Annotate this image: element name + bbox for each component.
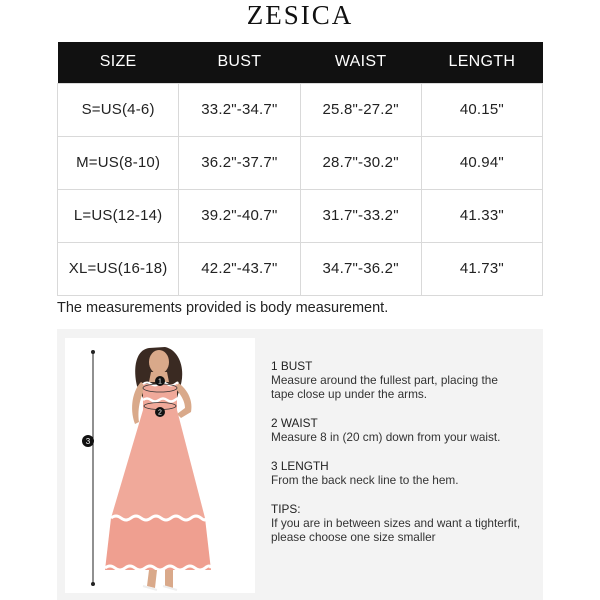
tips-title: TIPS:	[271, 502, 301, 516]
marker-2	[155, 407, 165, 417]
bust-instruction	[271, 359, 521, 401]
length-text: From the back neck line to the hem.	[271, 473, 459, 487]
tips-instruction	[271, 502, 521, 544]
bust-title: 1 BUST	[271, 359, 313, 373]
tips-text: If you are in between sizes and want a tighterfit, please choose one size smaller	[271, 516, 521, 544]
length-title: 3 LENGTH	[271, 459, 329, 473]
cell-length: 40.15"	[421, 83, 542, 136]
left-leg	[147, 570, 157, 588]
measurement-note: The measurements provided is body measurement.	[57, 300, 389, 316]
cell-length: 41.33"	[421, 189, 542, 242]
marker-2-label: 2	[158, 409, 162, 417]
cell-waist: 34.7"-36.2"	[300, 242, 421, 295]
header-bust: BUST	[179, 42, 300, 83]
cell-bust: 39.2"-40.7"	[179, 189, 300, 242]
header-length: LENGTH	[421, 42, 542, 83]
model-illustration	[65, 338, 255, 593]
cell-bust: 33.2"-34.7"	[179, 83, 300, 136]
table-row	[58, 242, 543, 295]
length-line-top-dot	[91, 350, 95, 354]
marker-3-label: 3	[85, 437, 91, 446]
header-size: SIZE	[58, 42, 179, 83]
table-row	[58, 189, 543, 242]
brand-logo: ZESICA	[246, 0, 354, 30]
cell-length: 40.94"	[421, 136, 542, 189]
waist-instruction	[271, 416, 521, 444]
cell-waist: 25.8"-27.2"	[300, 83, 421, 136]
length-instruction	[271, 459, 521, 487]
skirt-upper	[111, 410, 205, 518]
dress-figure-svg	[65, 338, 255, 593]
face	[149, 350, 169, 374]
right-leg	[165, 570, 173, 588]
table-row	[58, 136, 543, 189]
cell-waist: 31.7"-33.2"	[300, 189, 421, 242]
length-line-bottom-dot	[91, 582, 95, 586]
marker-3	[82, 435, 94, 447]
waist-text: Measure 8 in (20 cm) down from your waist.	[271, 430, 501, 444]
bust-text: Measure around the fullest part, placing the tape close up under the arms.	[271, 373, 498, 401]
cell-waist: 28.7"-30.2"	[300, 136, 421, 189]
cell-size: M=US(8-10)	[58, 136, 179, 189]
measurement-instructions	[271, 359, 521, 559]
cell-bust: 36.2"-37.7"	[179, 136, 300, 189]
cell-size: S=US(4-6)	[58, 83, 179, 136]
cell-size: XL=US(16-18)	[58, 242, 179, 295]
table-row	[58, 83, 543, 136]
cell-size: L=US(12-14)	[58, 189, 179, 242]
cell-length: 41.73"	[421, 242, 542, 295]
size-chart-table	[57, 42, 543, 296]
measuring-guide	[57, 329, 543, 600]
header-waist: WAIST	[300, 42, 421, 83]
marker-1	[155, 376, 165, 386]
cell-bust: 42.2"-43.7"	[179, 242, 300, 295]
waist-title: 2 WAIST	[271, 416, 318, 430]
marker-1-label: 1	[158, 378, 162, 386]
skirt-tier	[105, 518, 211, 570]
table-header-row	[58, 42, 543, 83]
